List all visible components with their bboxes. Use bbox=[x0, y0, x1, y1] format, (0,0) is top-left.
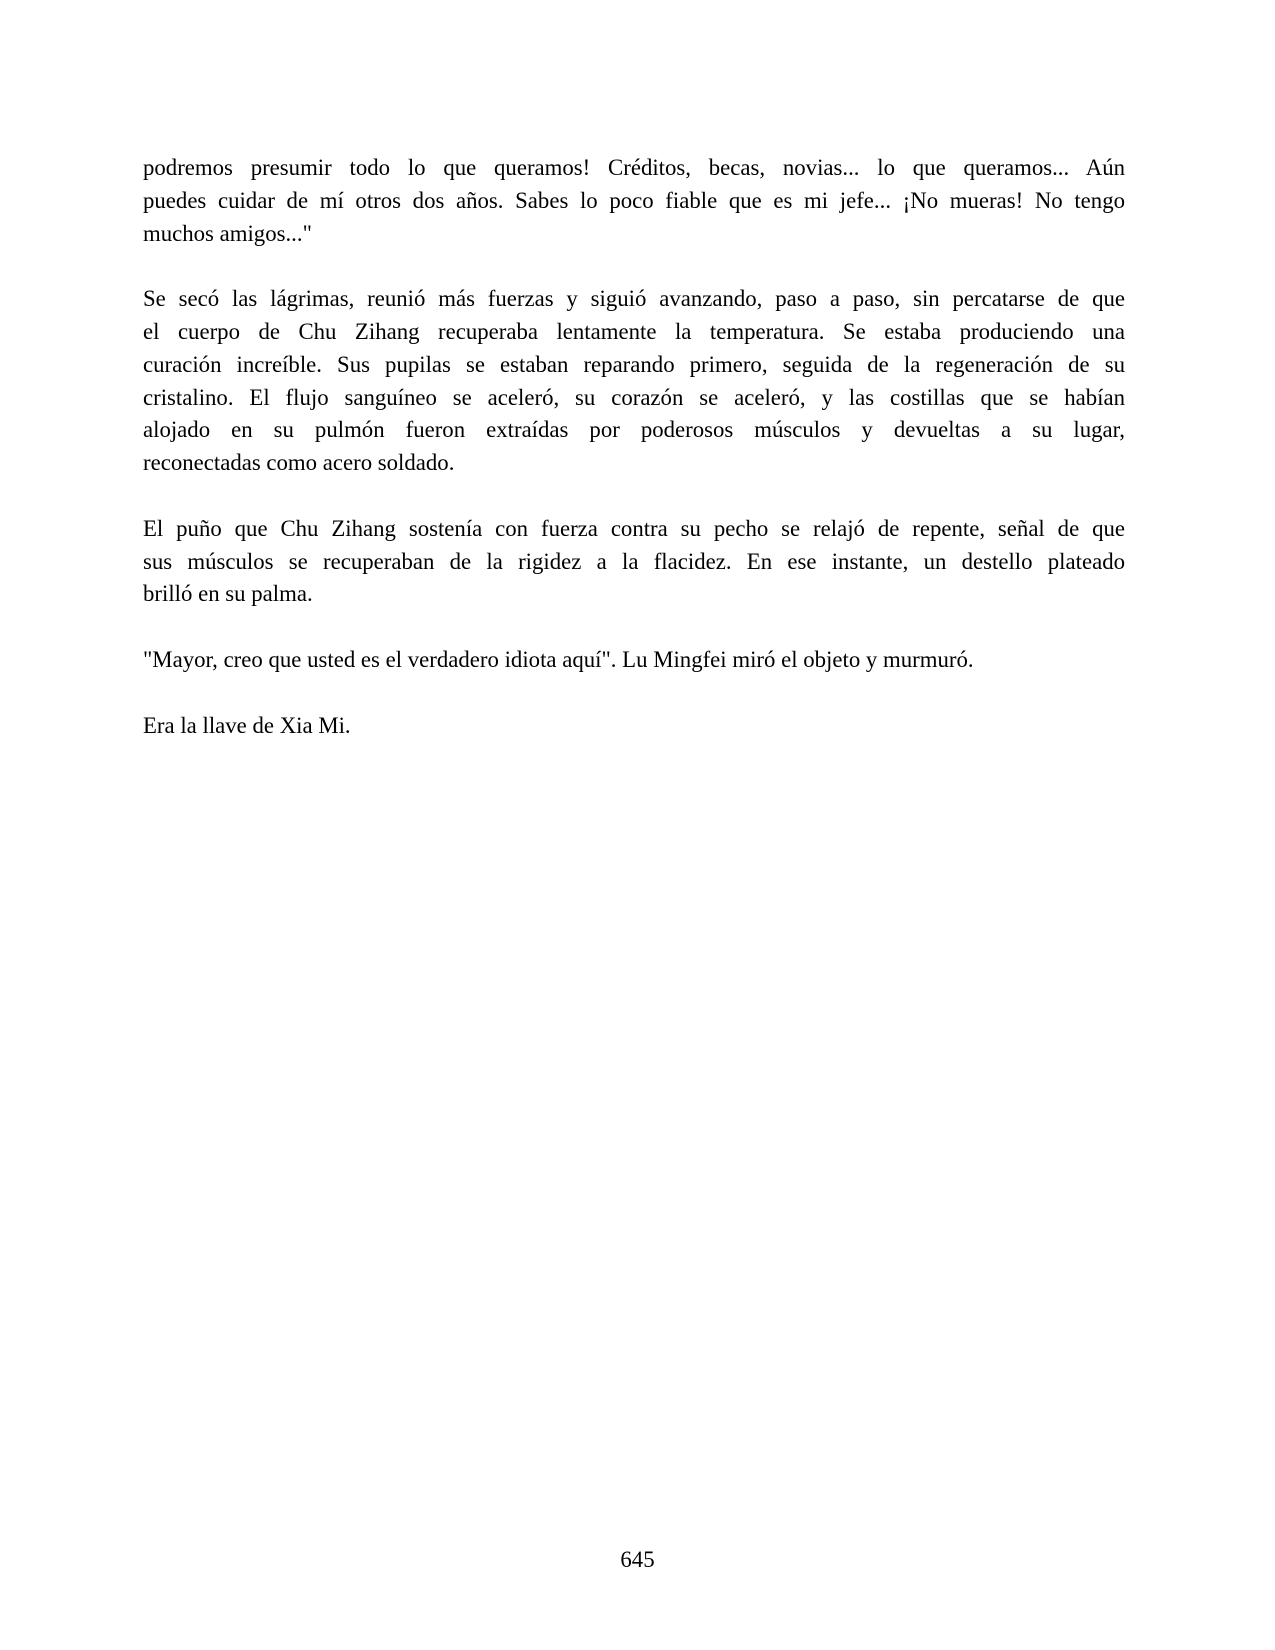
paragraph-5 bbox=[143, 710, 1125, 743]
text-line: curación increíble. Sus pupilas se estaban reparando primero, seguida de la regeneración de su bbox=[143, 351, 1125, 377]
text-line: El puño que Chu Zihang sostenía con fuerza contra su pecho se relajó de repente, señal de que bbox=[143, 515, 1125, 541]
text-line: alojado en su pulmón fueron extraídas por poderosos músculos y devueltas a su lugar, bbox=[143, 417, 1125, 443]
text-line: puedes cuidar de mí otros dos años. Sabes lo poco fiable que es mi jefe... ¡No mueras! No tengo bbox=[143, 187, 1125, 213]
text-line: "Mayor, creo que usted es el verdadero idiota aquí". Lu Mingfei miró el objeto y murmuró. bbox=[143, 646, 974, 672]
text-line: muchos amigos..." bbox=[143, 220, 312, 246]
paragraph-4 bbox=[143, 644, 1125, 677]
text-line: Era la llave de Xia Mi. bbox=[143, 712, 351, 738]
page-number: 645 bbox=[620, 1547, 655, 1572]
paragraph-1 bbox=[143, 152, 1125, 250]
text-line: reconectadas como acero soldado. bbox=[143, 450, 455, 476]
text-line: sus músculos se recuperaban de la rigidez a la flacidez. En ese instante, un destello plateado bbox=[143, 548, 1125, 574]
text-line: brilló en su palma. bbox=[143, 581, 313, 607]
text-line: Se secó las lágrimas, reunió más fuerzas y siguió avanzando, paso a paso, sin percatarse de que bbox=[143, 286, 1125, 312]
paragraph-2 bbox=[143, 283, 1125, 480]
text-line: el cuerpo de Chu Zihang recuperaba lentamente la temperatura. Se estaba produciendo una bbox=[143, 318, 1125, 344]
text-line: podremos presumir todo lo que queramos! Créditos, becas, novias... lo que queramos... Aún bbox=[143, 155, 1125, 180]
text-line: cristalino. El flujo sanguíneo se aceleró, su corazón se aceleró, y las costillas que se habían bbox=[143, 384, 1125, 410]
page-body-text bbox=[143, 152, 1125, 775]
paragraph-3 bbox=[143, 513, 1125, 611]
